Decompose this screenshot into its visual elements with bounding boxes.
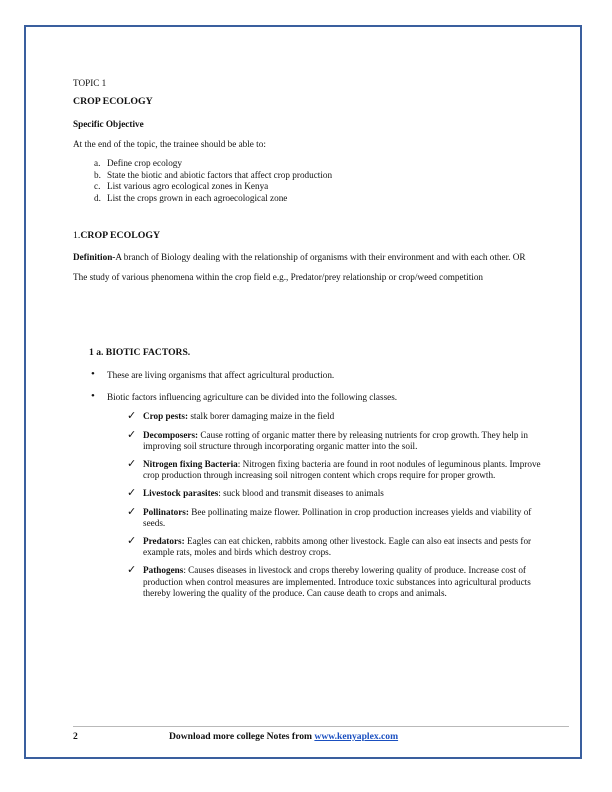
factor-item-nitrogen-bacteria: ✓ Nitrogen fixing Bacteria: Nitrogen fixing bacteria are found in root nodules of leguminous plants. Improve crop production through increasing soil nitrogen content which crops require for proper growth. (127, 457, 541, 481)
factor-item-crop-pests: ✓ Crop pests: stalk borer damaging maize in the field (127, 410, 335, 423)
checkmark-icon: ✓ (127, 410, 137, 423)
factor-list (73, 411, 553, 599)
definition-label: Definition- (73, 252, 116, 263)
page-title: CROP ECOLOGY (73, 96, 153, 107)
objective-item: a. Define crop ecology (94, 158, 182, 168)
factor-item-pathogens: ✓ Pathogens: Causes diseases in livestock and crops thereby lowering quality of produce. Increase cost of production when control measures are implemented. Introduce toxic substances into agricultural products thereby lowering the quality of the produce. Can cause death to crops and animals. (127, 564, 531, 598)
factor-item-pollinators: ✓ Pollinators: Bee pollinating maize flower. Pollination in crop production increases yields and viability of seeds. (127, 505, 532, 528)
definition-paragraph: Definition-A branch of Biology dealing with the relationship of organisms with their environment and with each other. OR (73, 252, 526, 263)
checkmark-icon: ✓ (127, 487, 137, 500)
objective-item: d. List the crops grown in each agroecological zone (94, 192, 288, 203)
page-number: 2 (73, 731, 78, 742)
checkmark-icon: ✓ (127, 564, 137, 577)
footer-divider (73, 726, 569, 727)
topic-label: TOPIC 1 (73, 78, 107, 88)
section-heading: 1.CROP ECOLOGY (73, 230, 161, 242)
objective-item: c. List various agro ecological zones in Kenya (94, 181, 269, 192)
factor-item-predators: ✓ Predators: Eagles can eat chicken, rabbits among other livestock. Eagle can also eat insects and pests for example rats, moles and birds which destroy crops. (127, 535, 532, 558)
checkmark-icon: ✓ (127, 428, 137, 441)
bullet-list (73, 369, 553, 403)
checkmark-icon: ✓ (127, 457, 137, 470)
study-paragraph: The study of various phenomena within the crop field e.g., Predator/prey relationship or crop/weed competition (73, 272, 484, 283)
biotic-factors-heading: 1 a. BIOTIC FACTORS. (89, 347, 191, 359)
page-content (73, 77, 553, 606)
specific-objective-heading: Specific Objective (73, 119, 144, 129)
factor-item-livestock-parasites: ✓ Livestock parasites: suck blood and transmit diseases to animals (127, 487, 384, 500)
checkmark-icon: ✓ (127, 535, 137, 547)
download-note: Download more college Notes from www.kenyaplex.com (169, 731, 399, 742)
bullet-icon: • (91, 368, 95, 381)
objectives-list (73, 158, 553, 204)
list-item: • These are living organisms that affect agricultural production. (91, 368, 335, 381)
objective-item: b. State the biotic and abiotic factors that affect crop production (94, 169, 333, 180)
factor-item-decomposers: ✓ Decomposers: Cause rotting of organic matter there by releasing nutrients for crop growth. They help in improving soil structure through incorporating organic matter into the soil. (127, 428, 528, 451)
checkmark-icon: ✓ (127, 505, 137, 518)
list-item: • Biotic factors influencing agriculture can be divided into the following classes. (91, 390, 398, 403)
bullet-icon: • (91, 390, 95, 403)
kenyaplex-link[interactable]: www.kenyaplex.com (314, 731, 399, 742)
intro-text: At the end of the topic, the trainee should be able to: (73, 139, 266, 149)
